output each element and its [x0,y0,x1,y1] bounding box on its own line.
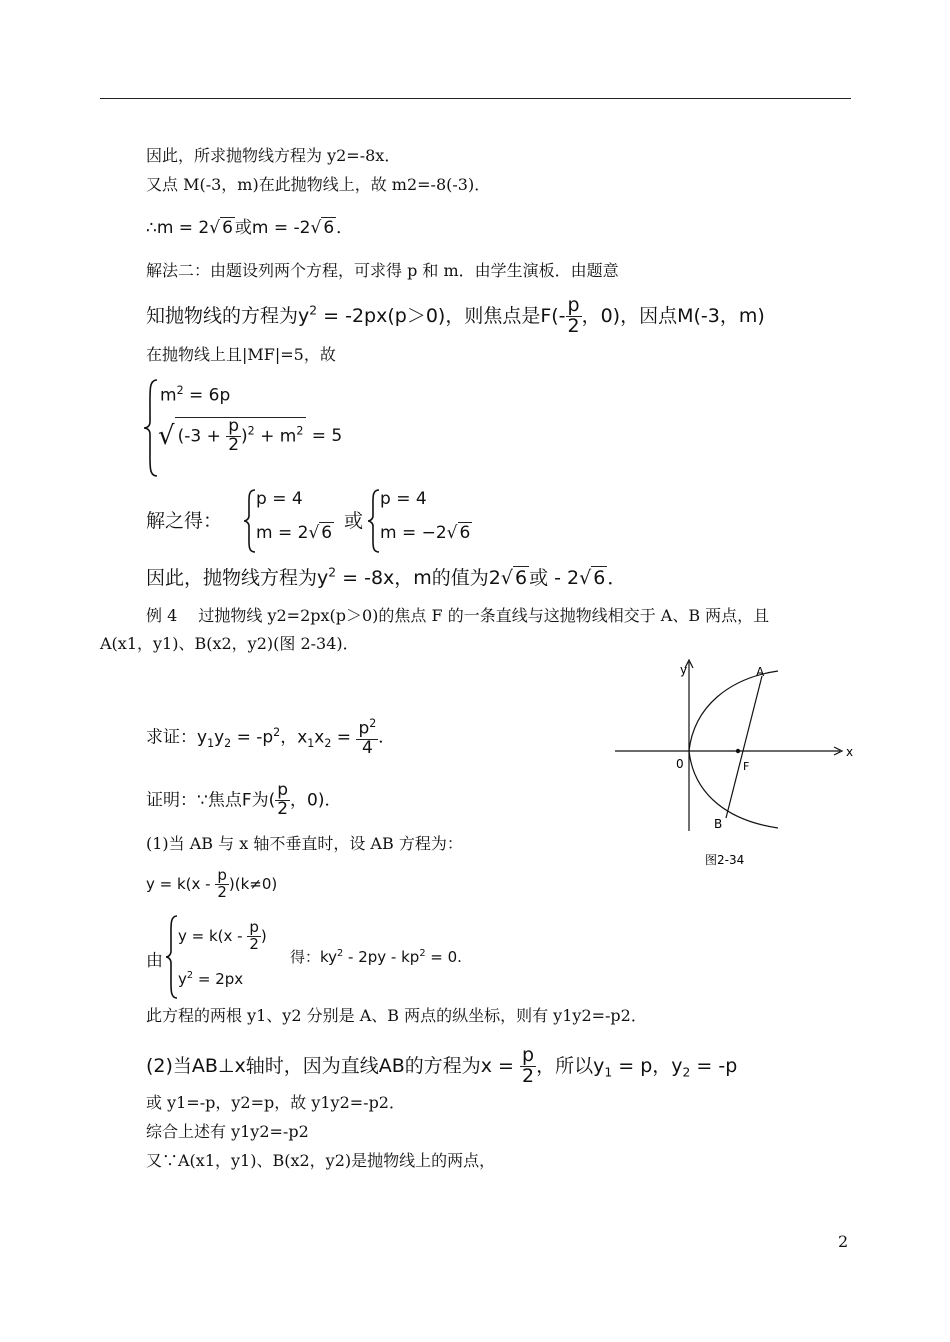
solution-2-p: p = 4 [380,489,427,509]
focus-label: F [743,760,750,773]
text-line-1: 因此，所求抛物线方程为 y2=-8x． [146,146,401,165]
chord-ab [726,676,762,818]
or-line: 或 y1=-p，y2=p，故 y1y2=-p2． [146,1093,405,1112]
header-rule [100,98,851,99]
point-a-label: A [756,665,765,679]
quadratic-result: 得：$ky^2 - 2py - kp^2 = 0$. [290,948,462,966]
proof-focus-line: 证明：∵焦点F为( $\frac{p}{2}$ ，0)． [146,780,342,819]
origin-label: 0 [676,757,684,771]
ab-equation: y = k(x - $\frac{p}{2}$ )(k≠0) [146,866,278,901]
case-1-line: (1)当 AB 与 x 轴不垂直时，设 AB 方程为： [146,834,463,853]
parabola-focus-line: 知抛物线的方程为$y^2 = -2px(p>0)$，则焦点是F(- $\frac{p}{2}$ ，0)，因点M(-3，m) [146,294,765,337]
case-2-line: (2)当AB⊥x轴时，因为直线AB的方程为x = $\frac{p}{2}$ ，所以$y_1 = p$，$y_2 = -p$ [146,1044,738,1087]
equation-distance: √ (-3 + $\frac{p}{2}$ )$^2 + m^2 = 5$ [158,416,343,455]
figure-caption: 图2-34 [705,853,745,867]
x-axis-label: x [846,745,854,759]
text-line-2: 又点 M(-3，m)在此抛物线上，故 m2=-8(-3)． [146,175,491,194]
also-line: 又∵A(x1，y1)、B(x2，y2)是抛物线上的两点， [146,1151,496,1170]
solution-1-p: p = 4 [256,489,303,509]
page-number: 2 [838,1232,849,1251]
by-system-eq-2: $y^2 = 2px$ [178,970,244,988]
prove-statement: 求证：$y_1y_2 = -p^2$，$x_1x_2$ = $\frac{p^2}{4}$ ． [146,717,396,758]
solution-1-m: m = 2√ 6 [256,523,333,543]
text-line-mf: 在抛物线上且|MF|=5，故 [146,345,336,364]
summary-line: 综合上述有 y1y2=-p2 [146,1122,309,1141]
example-4-line-1: 例 4 过抛物线 y2=2px(p＞0)的焦点 F 的一条直线与这抛物线相交于 A、B 两点，且 [146,606,770,625]
roots-line: 此方程的两根 y1、y2 分别是 A、B 两点的纵坐标，则有 y1y2=-p2． [146,1006,647,1025]
or-word: 或 [344,510,364,532]
system-brace-1 [143,378,159,478]
m-solution-line: ∴m = 2√ 6 或m = -2√ 6 ． [146,218,354,238]
solution-brace-2 [367,488,381,554]
point-b-label: B [714,817,723,831]
parabola-curve [689,671,778,828]
example-4-line-2: A(x1，y1)、B(x2，y2)(图 2-34)． [100,634,359,653]
equation-m-squared: $m^2 = 6p$ [160,384,231,406]
solution-brace-1 [243,488,257,554]
solution-label: 解之得： [146,510,223,532]
focus-point [736,749,740,753]
by-system-eq-1: y = k(x - $\frac{p}{2}$ ) [178,918,267,953]
solution-2-m: m = −2√ 6 [380,523,471,543]
conclusion-line: 因此，抛物线方程为$y^2 = -8x$，m的值为2√ 6 或 - 2√ 6 ． [146,565,627,589]
text-line-method-two: 解法二：由题设列两个方程，可求得 p 和 m．由学生演板．由题意 [146,261,619,280]
by-system-brace [165,914,179,1000]
by-label: 由 [146,951,163,971]
y-axis-label: y [680,663,688,677]
figure-parabola [610,656,860,871]
